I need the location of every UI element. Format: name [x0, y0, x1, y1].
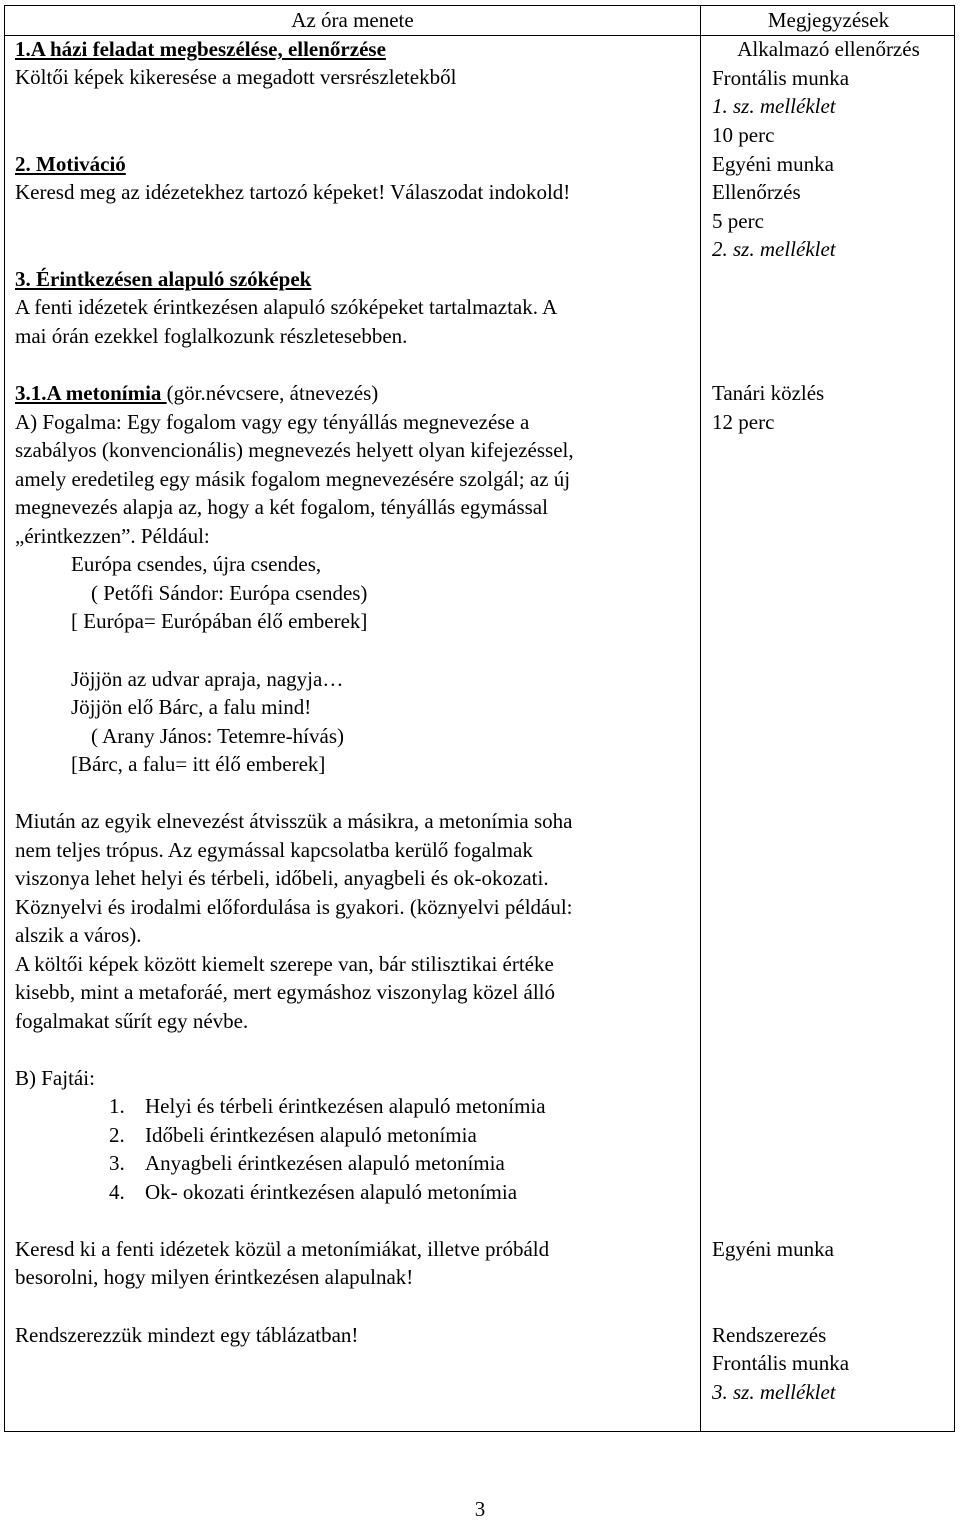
- definition-line: amely eredetileg egy másik fogalom megnevezésére szolgál; az új: [15, 467, 571, 491]
- explanation-line: Köznyelvi és irodalmi előfordulása is gyakori. (köznyelvi például:: [15, 895, 573, 919]
- section-3-text-1: A fenti idézetek érintkezésen alapuló szóképeket tartalmaztak. A: [15, 295, 558, 319]
- lesson-table: [4, 5, 955, 1432]
- explanation-line: viszonya lehet helyi és térbeli, időbeli, anyagbeli és ok-okozati.: [15, 866, 549, 890]
- task-line: besorolni, hogy milyen érintkezésen alapulnak!: [15, 1265, 414, 1289]
- page-number: 3: [474, 1497, 486, 1521]
- quote-2-note: [Bárc, a falu= itt élő emberek]: [71, 752, 326, 776]
- quote-1-source: ( Petőfi Sándor: Európa csendes): [91, 581, 368, 605]
- header-left: Az óra menete: [291, 8, 414, 32]
- definition-line: A) Fogalma: Egy fogalom vagy egy tényállás megnevezése a: [15, 410, 530, 434]
- quote-2-source: ( Arany János: Tetemre-hívás): [91, 724, 344, 748]
- task-line: Keresd ki a fenti idézetek közül a metonímiákat, illetve próbáld: [15, 1237, 550, 1261]
- section-1-text: Költői képek kikeresése a megadott versrészletekből: [15, 65, 457, 89]
- section-3-title: 3. Érintkezésen alapuló szóképek: [15, 267, 312, 291]
- section-1-title: 1.A házi feladat megbeszélése, ellenőrzése: [15, 37, 386, 61]
- type-number: 1.: [109, 1094, 125, 1118]
- note-duration: 5 perc: [712, 209, 764, 233]
- explanation-line: A költői képek között kiemelt szerepe van, bár stilisztikai értéke: [15, 952, 554, 976]
- explanation-line: kisebb, mint a metaforáé, mert egymáshoz viszonylag közel álló: [15, 980, 555, 1004]
- definition-line: megnevezés alapja az, hogy a két fogalom, tényállás egymással: [15, 495, 548, 519]
- task-line: Rendszerezzük mindezt egy táblázatban!: [15, 1323, 359, 1347]
- type-number: 4.: [109, 1180, 125, 1204]
- section-2-title: 2. Motiváció: [15, 152, 126, 176]
- quote-2-line: Jöjjön elő Bárc, a falu mind!: [71, 695, 312, 719]
- section-3-1-heading: [15, 380, 378, 406]
- explanation-line: nem teljes trópus. Az egymással kapcsolatba kerülő fogalmak: [15, 838, 533, 862]
- note-duration: 10 perc: [712, 123, 775, 147]
- definition-line: „érintkezzen”. Például:: [15, 524, 210, 548]
- type-number: 2.: [109, 1123, 125, 1147]
- quote-1-note: [ Európa= Európában élő emberek]: [71, 609, 368, 633]
- note-attachment: 3. sz. melléklet: [712, 1380, 836, 1404]
- note-method: Tanári közlés: [712, 381, 825, 405]
- types-title: B) Fajtái:: [15, 1066, 95, 1090]
- note-method: Egyéni munka: [712, 1237, 834, 1261]
- type-item: Helyi és térbeli érintkezésen alapuló metonímia: [145, 1094, 546, 1118]
- section-3-text-2: mai órán ezekkel foglalkozunk részletesebben.: [15, 324, 408, 348]
- note-method: Frontális munka: [712, 1351, 850, 1375]
- section-3-1-title: 3.1.A metonímia: [15, 381, 167, 405]
- type-item: Anyagbeli érintkezésen alapuló metonímia: [145, 1151, 505, 1175]
- quote-1-line: Európa csendes, újra csendes,: [71, 552, 322, 576]
- type-number: 3.: [109, 1151, 125, 1175]
- note-method: Frontális munka: [712, 66, 850, 90]
- explanation-line: Miután az egyik elnevezést átvisszük a másikra, a metonímia soha: [15, 809, 573, 833]
- note-attachment: 1. sz. melléklet: [712, 94, 836, 118]
- quote-2-line: Jöjjön az udvar apraja, nagyja…: [71, 667, 344, 691]
- note-duration: 12 perc: [712, 410, 775, 434]
- section-3-1-etymology: (gör.névcsere, átnevezés): [166, 381, 379, 405]
- type-item: Ok- okozati érintkezésen alapuló metonímia: [145, 1180, 518, 1204]
- header-right: Megjegyzések: [767, 8, 890, 32]
- column-divider: [700, 6, 701, 1431]
- definition-line: szabályos (konvencionális) megnevezés helyett olyan kifejezéssel,: [15, 438, 574, 462]
- note-method: Egyéni munka: [712, 152, 834, 176]
- note-method: Rendszerezés: [712, 1323, 827, 1347]
- note-method: Alkalmazó ellenőrzés: [737, 37, 920, 61]
- note-method: Ellenőrzés: [712, 180, 801, 204]
- section-2-text: Keresd meg az idézetekhez tartozó képeket! Válaszodat indokold!: [15, 180, 571, 204]
- note-attachment: 2. sz. melléklet: [712, 237, 836, 261]
- type-item: Időbeli érintkezésen alapuló metonímia: [145, 1123, 477, 1147]
- explanation-line: alszik a város).: [15, 923, 142, 947]
- explanation-line: fogalmakat sűrít egy névbe.: [15, 1009, 249, 1033]
